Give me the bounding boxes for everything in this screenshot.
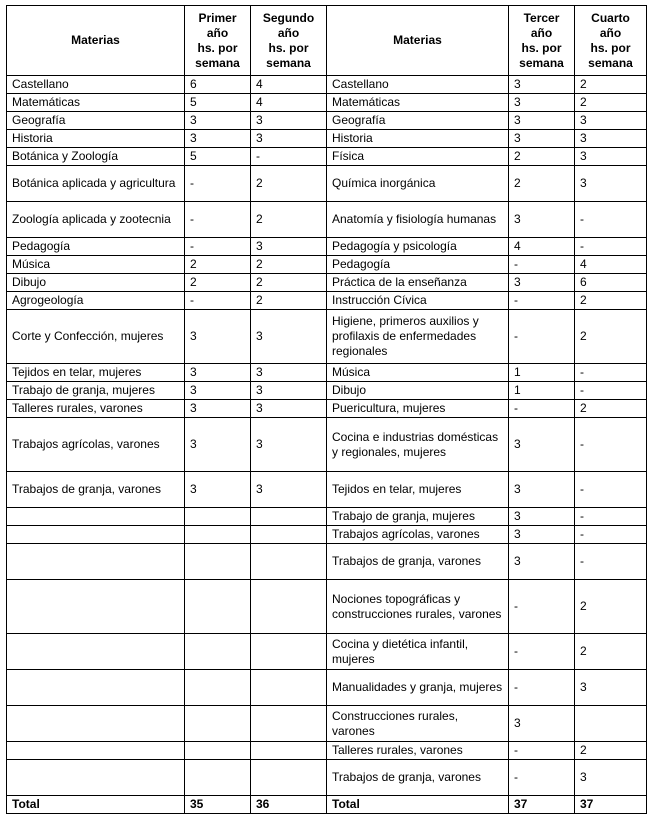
year2-hours-cell: 3 — [251, 472, 327, 508]
year2-hours-cell: 2 — [251, 274, 327, 292]
year3-hours-cell: 3 — [509, 76, 575, 94]
table-row — [7, 94, 647, 112]
header-year2-line: semana — [266, 55, 311, 70]
year2-hours-cell — [251, 742, 327, 760]
year2-hours-cell: 2 — [251, 166, 327, 202]
subject-b-cell: Puericultura, mujeres — [327, 400, 509, 418]
subject-b-cell: Cocina e industrias domésticas y regionales, mujeres — [327, 418, 509, 472]
table-row — [7, 742, 647, 760]
year1-hours-cell: 3 — [185, 400, 251, 418]
subject-b-cell: Dibujo — [327, 382, 509, 400]
table-row — [7, 292, 647, 310]
year4-hours-cell: 3 — [575, 148, 647, 166]
year1-hours-cell: - — [185, 202, 251, 238]
header-year2 — [251, 6, 327, 76]
year3-hours-cell: - — [509, 310, 575, 364]
subject-b-cell: Instrucción Cívica — [327, 292, 509, 310]
subject-b-cell: Geografía — [327, 112, 509, 130]
year3-hours-cell: - — [509, 292, 575, 310]
year4-hours-cell: - — [575, 364, 647, 382]
year2-hours-cell: 2 — [251, 256, 327, 274]
header-subjects-b: Materias — [327, 6, 509, 76]
year2-hours-cell — [251, 526, 327, 544]
year4-hours-cell: 2 — [575, 310, 647, 364]
header-year3-line: año — [530, 25, 553, 40]
year4-hours-cell: - — [575, 526, 647, 544]
year4-hours-cell: 3 — [575, 166, 647, 202]
table-row — [7, 418, 647, 472]
year2-hours-cell — [251, 706, 327, 742]
total-year1: 35 — [185, 796, 251, 814]
subject-a-cell — [7, 742, 185, 760]
table-row — [7, 634, 647, 670]
year1-hours-cell — [185, 508, 251, 526]
table-row — [7, 508, 647, 526]
year1-hours-cell: - — [185, 166, 251, 202]
table-row — [7, 364, 647, 382]
total-label-b: Total — [327, 796, 509, 814]
year4-hours-cell: 2 — [575, 76, 647, 94]
header-year4-line: semana — [588, 55, 633, 70]
header-year3-line: Tercer — [523, 10, 560, 25]
year2-hours-cell: 3 — [251, 382, 327, 400]
totals-row — [7, 796, 647, 814]
year3-hours-cell: - — [509, 670, 575, 706]
year4-hours-cell: 2 — [575, 580, 647, 634]
subject-a-cell: Trabajos agrícolas, varones — [7, 418, 185, 472]
year3-hours-cell: 2 — [509, 148, 575, 166]
subject-b-cell: Construcciones rurales, varones — [327, 706, 509, 742]
header-year4-line: hs. por — [590, 40, 631, 55]
subject-b-cell: Tejidos en telar, mujeres — [327, 472, 509, 508]
total-year3: 37 — [509, 796, 575, 814]
year1-hours-cell: 6 — [185, 76, 251, 94]
year1-hours-cell: 3 — [185, 472, 251, 508]
year3-hours-cell: 3 — [509, 508, 575, 526]
subject-b-cell: Higiene, primeros auxilios y profilaxis de enfermedades regionales — [327, 310, 509, 364]
year4-hours-cell — [575, 706, 647, 742]
subject-a-cell: Geografía — [7, 112, 185, 130]
year2-hours-cell: - — [251, 148, 327, 166]
table-row — [7, 544, 647, 580]
year4-hours-cell: - — [575, 238, 647, 256]
year4-hours-cell: 6 — [575, 274, 647, 292]
table-body — [7, 76, 647, 796]
year1-hours-cell: 5 — [185, 148, 251, 166]
year3-hours-cell: - — [509, 400, 575, 418]
subject-a-cell — [7, 508, 185, 526]
subject-a-cell: Pedagogía — [7, 238, 185, 256]
header-year1-line: año — [206, 25, 229, 40]
table-row — [7, 274, 647, 292]
subject-a-cell: Corte y Confección, mujeres — [7, 310, 185, 364]
year2-hours-cell: 3 — [251, 364, 327, 382]
subject-a-cell — [7, 526, 185, 544]
year2-hours-cell — [251, 508, 327, 526]
year1-hours-cell: 2 — [185, 274, 251, 292]
table-row — [7, 760, 647, 796]
subject-b-cell: Trabajos de granja, varones — [327, 544, 509, 580]
table-row — [7, 112, 647, 130]
year3-hours-cell: - — [509, 580, 575, 634]
year4-hours-cell: 2 — [575, 292, 647, 310]
table-row — [7, 256, 647, 274]
subject-a-cell — [7, 706, 185, 742]
year3-hours-cell: 3 — [509, 418, 575, 472]
subject-a-cell: Música — [7, 256, 185, 274]
year1-hours-cell — [185, 760, 251, 796]
subject-b-cell: Matemáticas — [327, 94, 509, 112]
subject-b-cell: Pedagogía y psicología — [327, 238, 509, 256]
subject-a-cell — [7, 760, 185, 796]
year3-hours-cell: 1 — [509, 364, 575, 382]
year1-hours-cell: 3 — [185, 112, 251, 130]
subject-a-cell: Tejidos en telar, mujeres — [7, 364, 185, 382]
table-row — [7, 310, 647, 364]
subject-b-cell: Trabajo de granja, mujeres — [327, 508, 509, 526]
year3-hours-cell: 3 — [509, 706, 575, 742]
subject-b-cell: Historia — [327, 130, 509, 148]
subject-a-cell: Trabajo de granja, mujeres — [7, 382, 185, 400]
total-year2: 36 — [251, 796, 327, 814]
subject-a-cell: Historia — [7, 130, 185, 148]
year2-hours-cell: 3 — [251, 400, 327, 418]
table-row — [7, 76, 647, 94]
subject-b-cell: Pedagogía — [327, 256, 509, 274]
year4-hours-cell: 2 — [575, 634, 647, 670]
header-year1-line: Primer — [198, 10, 237, 25]
header-year3 — [509, 6, 575, 76]
year3-hours-cell: 3 — [509, 526, 575, 544]
header-year1-line: semana — [195, 55, 240, 70]
subject-a-cell: Castellano — [7, 76, 185, 94]
year1-hours-cell — [185, 706, 251, 742]
header-year4-line: año — [599, 25, 622, 40]
subject-b-cell: Trabajos agrícolas, varones — [327, 526, 509, 544]
year3-hours-cell: 3 — [509, 202, 575, 238]
year3-hours-cell: 3 — [509, 544, 575, 580]
subject-a-cell: Dibujo — [7, 274, 185, 292]
subject-b-cell: Nociones topográficas y construcciones rurales, varones — [327, 580, 509, 634]
subject-a-cell — [7, 544, 185, 580]
subject-b-cell: Cocina y dietética infantil, mujeres — [327, 634, 509, 670]
subject-a-cell: Talleres rurales, varones — [7, 400, 185, 418]
header-row — [7, 6, 647, 76]
table-row — [7, 472, 647, 508]
year4-hours-cell: 3 — [575, 670, 647, 706]
header-year1 — [185, 6, 251, 76]
year1-hours-cell: - — [185, 238, 251, 256]
subject-b-cell: Castellano — [327, 76, 509, 94]
year1-hours-cell — [185, 544, 251, 580]
year2-hours-cell — [251, 544, 327, 580]
header-year4 — [575, 6, 647, 76]
total-label-a: Total — [7, 796, 185, 814]
year4-hours-cell: - — [575, 544, 647, 580]
year1-hours-cell — [185, 670, 251, 706]
year3-hours-cell: 3 — [509, 112, 575, 130]
year4-hours-cell: 3 — [575, 130, 647, 148]
table-row — [7, 238, 647, 256]
header-year3-line: hs. por — [521, 40, 562, 55]
subject-a-cell — [7, 580, 185, 634]
subject-a-cell: Botánica aplicada y agricultura — [7, 166, 185, 202]
year2-hours-cell — [251, 670, 327, 706]
table-row — [7, 400, 647, 418]
total-year4: 37 — [575, 796, 647, 814]
subject-a-cell — [7, 670, 185, 706]
year2-hours-cell: 4 — [251, 76, 327, 94]
year3-hours-cell: 1 — [509, 382, 575, 400]
header-subjects-a: Materias — [7, 6, 185, 76]
subject-b-cell: Música — [327, 364, 509, 382]
subject-a-cell: Agrogeología — [7, 292, 185, 310]
subject-b-cell: Manualidades y granja, mujeres — [327, 670, 509, 706]
table-row — [7, 382, 647, 400]
year4-hours-cell: - — [575, 508, 647, 526]
year2-hours-cell: 3 — [251, 238, 327, 256]
table-row — [7, 166, 647, 202]
year3-hours-cell: 4 — [509, 238, 575, 256]
year2-hours-cell: 3 — [251, 418, 327, 472]
year1-hours-cell: 3 — [185, 418, 251, 472]
year1-hours-cell: 3 — [185, 382, 251, 400]
year1-hours-cell — [185, 526, 251, 544]
subject-a-cell: Botánica y Zoología — [7, 148, 185, 166]
year4-hours-cell: - — [575, 202, 647, 238]
table-row — [7, 130, 647, 148]
subject-a-cell: Trabajos de granja, varones — [7, 472, 185, 508]
table-row — [7, 526, 647, 544]
subject-b-cell: Física — [327, 148, 509, 166]
year3-hours-cell: 3 — [509, 94, 575, 112]
curriculum-table — [6, 5, 647, 814]
year2-hours-cell: 2 — [251, 292, 327, 310]
year2-hours-cell: 3 — [251, 130, 327, 148]
subject-b-cell: Talleres rurales, varones — [327, 742, 509, 760]
year2-hours-cell — [251, 580, 327, 634]
subject-b-cell: Trabajos de granja, varones — [327, 760, 509, 796]
year1-hours-cell — [185, 580, 251, 634]
subject-a-cell — [7, 634, 185, 670]
year2-hours-cell: 3 — [251, 310, 327, 364]
year1-hours-cell: 5 — [185, 94, 251, 112]
table-row — [7, 202, 647, 238]
year4-hours-cell: 3 — [575, 112, 647, 130]
year1-hours-cell: 3 — [185, 130, 251, 148]
year4-hours-cell: - — [575, 418, 647, 472]
header-year2-line: hs. por — [268, 40, 309, 55]
year1-hours-cell: 2 — [185, 256, 251, 274]
year2-hours-cell — [251, 634, 327, 670]
year4-hours-cell: - — [575, 472, 647, 508]
subject-b-cell: Química inorgánica — [327, 166, 509, 202]
year3-hours-cell: 3 — [509, 274, 575, 292]
subject-b-cell: Anatomía y fisiología humanas — [327, 202, 509, 238]
year4-hours-cell: 2 — [575, 400, 647, 418]
year3-hours-cell: - — [509, 256, 575, 274]
subject-b-cell: Práctica de la enseñanza — [327, 274, 509, 292]
year4-hours-cell: 2 — [575, 94, 647, 112]
year3-hours-cell: - — [509, 634, 575, 670]
year1-hours-cell — [185, 742, 251, 760]
header-year4-line: Cuarto — [591, 10, 630, 25]
table-row — [7, 580, 647, 634]
header-year3-line: semana — [519, 55, 564, 70]
year1-hours-cell — [185, 634, 251, 670]
table-row — [7, 706, 647, 742]
header-year2-line: año — [277, 25, 300, 40]
year3-hours-cell: 2 — [509, 166, 575, 202]
year1-hours-cell: 3 — [185, 310, 251, 364]
year3-hours-cell: 3 — [509, 472, 575, 508]
header-year2-line: Segundo — [262, 10, 315, 25]
year4-hours-cell: - — [575, 382, 647, 400]
table-row — [7, 670, 647, 706]
year2-hours-cell: 3 — [251, 112, 327, 130]
year4-hours-cell: 2 — [575, 742, 647, 760]
year2-hours-cell: 4 — [251, 94, 327, 112]
year3-hours-cell: - — [509, 760, 575, 796]
header-year1-line: hs. por — [197, 40, 238, 55]
year3-hours-cell: - — [509, 742, 575, 760]
year4-hours-cell: 3 — [575, 760, 647, 796]
year2-hours-cell: 2 — [251, 202, 327, 238]
year1-hours-cell: 3 — [185, 364, 251, 382]
year1-hours-cell: - — [185, 292, 251, 310]
year2-hours-cell — [251, 760, 327, 796]
table-row — [7, 148, 647, 166]
subject-a-cell: Zoología aplicada y zootecnia — [7, 202, 185, 238]
subject-a-cell: Matemáticas — [7, 94, 185, 112]
year3-hours-cell: 3 — [509, 130, 575, 148]
year4-hours-cell: 4 — [575, 256, 647, 274]
